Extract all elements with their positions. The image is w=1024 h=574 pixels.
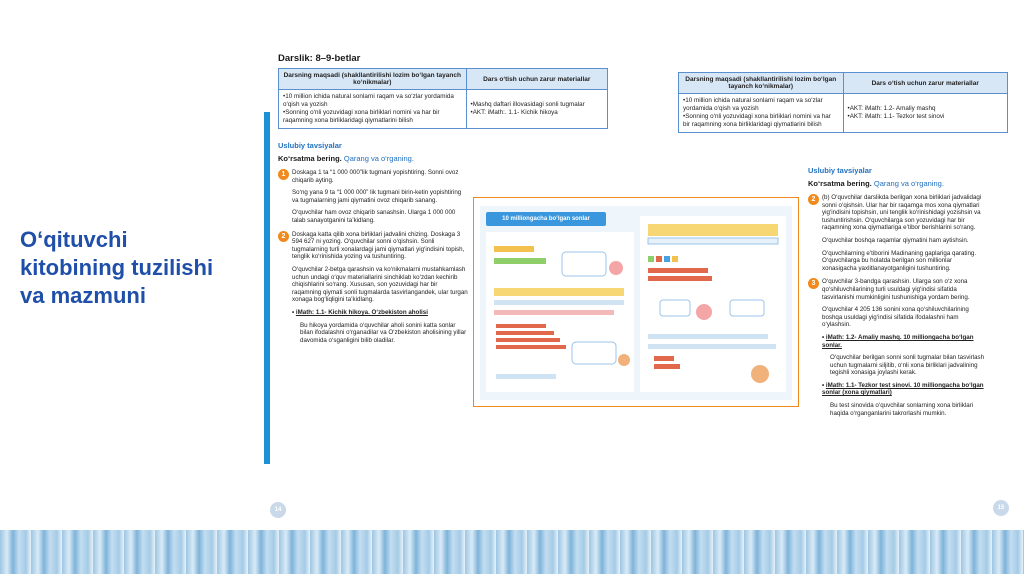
goal-col1-header: Darsning maqsadi (shakllantirilishi lozim bo‘lgan tayanch ko‘nikmalar)	[279, 69, 467, 90]
uslubiy-heading: Uslubiy tavsiyalar	[278, 141, 342, 150]
textbook-illustration-left	[486, 232, 634, 392]
material-item: • AKT: iMath: 1.1- Tezkor test sinovi	[848, 113, 1004, 121]
material-item: • Mashq daftari iIlovasidagi sonli tugmalar	[471, 101, 603, 109]
uslubiy-heading: Uslubiy tavsiyalar	[808, 166, 872, 175]
decorative-bottom-band	[0, 530, 1024, 574]
step-text: O‘quvchilar 4 205 136 sonini xona qo‘shiluvchilarining boshqa usuldagi yig‘indisi sifatida ifodalashni ham o‘ylashsin.	[822, 306, 969, 329]
step-1	[278, 169, 468, 225]
step-text: (b) O‘quvchilar darslikda berilgan xona birliklari jadvalidagi sonni o‘qishsin. Ular har bir raqamga mos xona qiymatlari yig‘indisini topishsin, uni tenglik ko‘rinishidagi yozishsin va tushuntirishsin. O‘quvchilarga son yozuvidagi har bir raqamning xona qiymatlariga e’tibor berishlarini so‘rang.	[822, 194, 982, 232]
darslik-heading: Darslik: 8–9-betlar	[278, 53, 361, 64]
step-number-badge: 1	[278, 169, 289, 180]
imath-title: • iMath: 1.1- Tezkor test sinovi. 10 milliongacha bo‘lgan sonlar (xona qiymatlari)	[822, 381, 984, 397]
goal-item: • 10 million ichida natural sonlarni raqam va so‘zlar yordamida o‘qish va yozish	[683, 97, 839, 113]
step-number-badge: 2	[278, 231, 289, 242]
right-goal-table	[678, 72, 1008, 133]
step-text: O‘quvchilar boshqa raqamlar qiymatini ham aytishsin.	[822, 236, 969, 244]
goal-item: • Sonning o‘nli yozuvidagi xona birliklari nomini va har bir raqamning xona birliklaridagi qiymatlarini bilish	[683, 113, 839, 129]
title-line-1: O‘qituvchi	[20, 227, 128, 252]
imath-description: Bu test sinovida o‘quvchilar sonlarning xona birliklari haqida o‘rganganlarini takrorlashi mumkin.	[830, 402, 974, 417]
imath-link: iMath: 1.1- Tezkor test sinovi. 10 milliongacha bo‘lgan sonlar (xona qiymatlari)	[822, 381, 984, 397]
step-text: Doskaga 1 ta “1 000 000”lik tugmani yopishtiring. Sonni ovoz chiqarib ayting.	[292, 169, 459, 184]
imath-description: Bu hikoya yordamida o‘quvchilar aholi sonini katta sonlar bilan ifodalashni o‘rganadilar va O‘zbekiston aholisining yillar davomida o‘sganligini bilib oladilar.	[300, 321, 467, 344]
goal-item: • Sonning o‘nli yozuvidagi xona birliklari nomini va har bir raqamning xona birliklaridagi qiymatlarini bilish	[283, 109, 462, 125]
goal-col1-header: Darsning maqsadi (shakllantirilishi lozim bo‘lgan tayanch ko‘nikmalar)	[679, 73, 844, 94]
title-line-2: kitobining tuzilishi	[20, 255, 214, 280]
qarang-label: Qarang va o‘rganing.	[343, 154, 414, 163]
korsatma-label: Ko‘rsatma bering.	[808, 179, 872, 188]
qarang-label: Qarang va o‘rganing.	[873, 179, 944, 188]
accent-bar	[264, 112, 270, 464]
step-text: O‘quvchilar 2-betga qarashsin va ko‘nikmalarni mustahkamlash uchun undagi o‘quv materiallarini sinchiklab ko‘zdan kechirib chiqishlarini so‘rang. Xususan, son yozuvidagi har bir raqamning qiymati sonli tugmalarda tasvirlangandek, ular turgan xonaga bog‘liqligini ta’kidlang.	[292, 265, 468, 304]
title-line-3: va mazmuni	[20, 283, 146, 308]
material-item: • AKT: iMath: 1.2- Amaliy mashq	[848, 105, 1004, 113]
left-goal-table	[278, 68, 608, 129]
step-2-right	[808, 194, 988, 272]
step-text: O‘quvchilar 3-bandga qarashsin. Ularga son o‘z xona qo‘shiluvchilarining turli usuldagi yig‘indisi sifatida tasvirlanishi mumkinligini tushunishiga yordam bering.	[822, 278, 970, 301]
imath-link: iMath: 1.1- Kichik hikoya. O‘zbekiston aholisi	[295, 308, 428, 316]
page-number-right: 15	[993, 500, 1009, 516]
step-text: O‘quvchilarning e’tiborini Madinaning gaplariga qarating. O‘quvchilarga bu holatda berilgan son millionlar xonasigacha yaxlitlanayotganligini tushuntiring.	[822, 249, 977, 272]
imath-description: O‘quvchilar berilgan sonni sonli tugmalar bilan tasvirlash uchun tugmalarni siljitib, o‘nli xona birliklari jadvalining tegishli xonasiga joylashi kerak.	[830, 354, 985, 377]
imath-link: iMath: 1.2- Amaliy mashq. 10 milliongacha bo‘lgan sonlar.	[822, 333, 974, 349]
korsatma-label: Ko‘rsatma bering.	[278, 154, 342, 163]
goal-col2-header: Dars o‘tish uchun zarur materiallar	[843, 73, 1008, 94]
goal-col2-header: Dars o‘tish uchun zarur materiallar	[466, 69, 607, 90]
instruction-line	[808, 179, 988, 188]
goal-item: • 10 million ichida natural sonlarni raqam va so‘zlar yordamida o‘qish va yozish	[283, 93, 462, 109]
slide-title	[20, 226, 260, 310]
instruction-line	[278, 154, 608, 163]
right-instructions	[808, 166, 988, 422]
textbook-banner: 10 milliongacha bo‘lgan sonlar	[486, 212, 606, 226]
step-text: So‘ng yana 9 ta “1 000 000” lik tugmani birin-ketin yopishtiring va tugmalarning jami qiymatini ovoz chiqarib sanang.	[292, 189, 462, 204]
page-number-left: 14	[270, 502, 286, 518]
step-text: O‘quvchilar ham ovoz chiqarib sanashsin. Ularga 1 000 000 talab sanayotganini ta’kidlang.	[292, 209, 456, 224]
step-3-right	[808, 278, 988, 417]
imath-title: • iMath: 1.2- Amaliy mashq. 10 milliongacha bo‘lgan sonlar.	[822, 333, 974, 349]
step-text: Doskaga katta qilib xona birliklari jadvalini chizing. Doskaga 3 594 627 ni yozing. O‘quvchilar sonni o‘qishsin. Sonli tugmalarning turli xonalardagi jami qiymatlari yig‘indisini topish, tenglik ko‘rinishida yozing va tushuntiring.	[292, 230, 465, 261]
step-2	[278, 231, 468, 345]
step-number-badge: 3	[808, 278, 819, 289]
imath-title: • iMath: 1.1- Kichik hikoya. O‘zbekiston aholisi	[292, 308, 428, 316]
material-item: • AKT: iMath:. 1.1- Kichik hikoya	[471, 109, 603, 117]
textbook-page-left	[486, 232, 634, 392]
step-number-badge: 2	[808, 194, 819, 205]
